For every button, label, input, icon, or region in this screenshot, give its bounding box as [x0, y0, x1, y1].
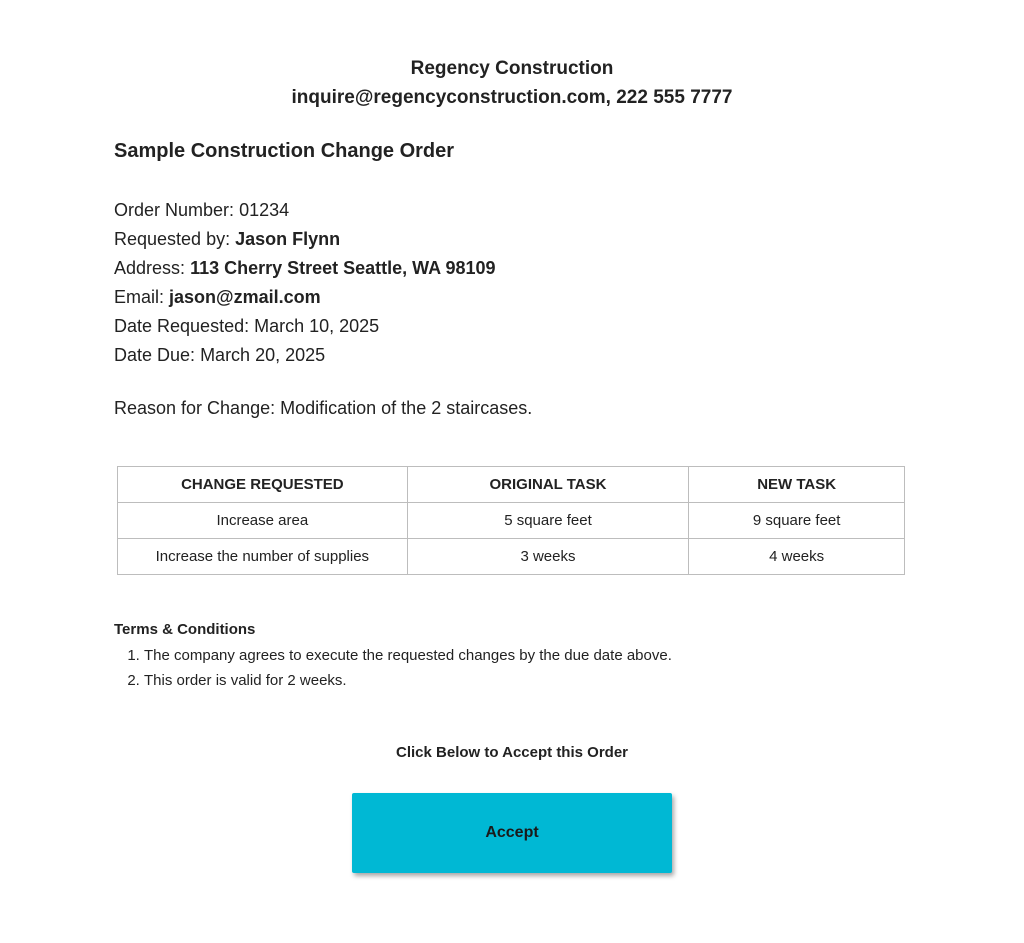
accept-button[interactable]: Accept — [352, 793, 672, 873]
date-requested-label: Date Requested: — [114, 316, 250, 336]
order-details — [114, 196, 496, 370]
table-row — [118, 539, 905, 575]
date-due-label: Date Due: — [114, 345, 196, 365]
terms-section — [114, 619, 672, 693]
address-row — [114, 254, 496, 283]
address-value: 113 Cherry Street Seattle, WA 98109 — [190, 258, 496, 278]
company-contact: inquire@regencyconstruction.com, 222 555 7777 — [291, 87, 733, 108]
table-cell: Increase the number of supplies — [118, 539, 408, 575]
table-row — [118, 503, 905, 539]
address-label: Address: — [114, 258, 186, 278]
company-name: Regency Construction — [410, 58, 614, 79]
change-table — [117, 466, 905, 575]
column-header: CHANGE REQUESTED — [118, 467, 408, 503]
column-header: NEW TASK — [689, 467, 905, 503]
requested-by-row — [114, 225, 496, 254]
accept-prompt: Click Below to Accept this Order — [396, 744, 628, 761]
list-item: 1. The company agrees to execute the requested changes by the due date above. — [144, 643, 672, 668]
date-due-value: March 20, 2025 — [200, 345, 326, 365]
requested-by-value: Jason Flynn — [235, 229, 341, 249]
terms-title: Terms & Conditions — [114, 621, 256, 638]
column-header: ORIGINAL TASK — [407, 467, 689, 503]
order-number-label: Order Number: — [114, 200, 235, 220]
email-row — [114, 283, 496, 312]
email-value: jason@zmail.com — [169, 287, 321, 307]
reason-label: Reason for Change: — [114, 398, 276, 418]
company-header — [0, 54, 1024, 112]
table-cell: 3 weeks — [407, 539, 689, 575]
table-cell: 5 square feet — [407, 503, 689, 539]
email-label: Email: — [114, 287, 165, 307]
reason-value: Modification of the 2 staircases. — [280, 398, 533, 418]
table-cell: 4 weeks — [689, 539, 905, 575]
reason-for-change — [114, 395, 532, 421]
table-cell: Increase area — [118, 503, 408, 539]
date-due-row — [114, 341, 496, 370]
terms-list — [114, 643, 672, 693]
order-number-value: 01234 — [239, 200, 290, 220]
table-cell: 9 square feet — [689, 503, 905, 539]
order-number-row — [114, 196, 496, 225]
list-item: 2. This order is valid for 2 weeks. — [144, 668, 672, 693]
requested-by-label: Requested by: — [114, 229, 231, 249]
date-requested-row — [114, 312, 496, 341]
date-requested-value: March 10, 2025 — [254, 316, 380, 336]
table-header-row — [118, 467, 905, 503]
document-title: Sample Construction Change Order — [114, 140, 455, 162]
